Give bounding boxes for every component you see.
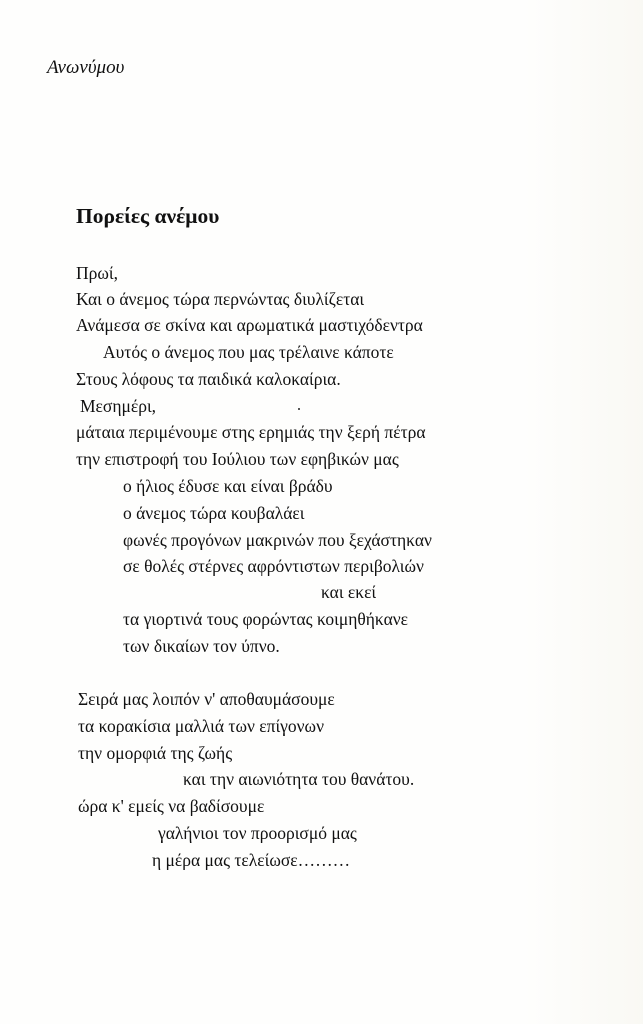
- poem-line: Αυτός ο άνεμος που μας τρέλαινε κάποτε: [103, 342, 394, 362]
- poem-line: των δικαίων τον ύπνο.: [123, 636, 280, 656]
- poem-line: γαλήνιοι τον προορισμό μας: [158, 823, 357, 843]
- poem-line: Και ο άνεμος τώρα περνώντας διυλίζεται: [76, 289, 365, 309]
- running-head: Ανωνύμου: [47, 57, 125, 78]
- poem-line: φωνές προγόνων μακρινών που ξεχάστηκαν: [123, 530, 432, 550]
- poem-line: Πρωί,: [76, 263, 118, 283]
- poem-line: Μεσημέρι,: [80, 396, 157, 416]
- poem-line: τα γιορτινά τους φορώντας κοιμηθήκανε: [123, 609, 409, 629]
- poem-line: μάταια περιμένουμε στης ερημιάς την ξερή πέτρα: [76, 422, 426, 442]
- poem-line: την επιστροφή του Ιούλιου των εφηβικών μας: [76, 449, 399, 469]
- poem-line: η μέρα μας τελείωσε………: [152, 850, 351, 870]
- poem-line: και την αιωνιότητα του θανάτου.: [183, 769, 415, 789]
- poem-line: την ομορφιά της ζωής: [78, 743, 233, 763]
- poem-line: ο ήλιος έδυσε και είναι βράδυ: [123, 476, 333, 496]
- poem-line: Στους λόφους τα παιδικά καλοκαίρια.: [76, 369, 341, 389]
- poem-line: ο άνεμος τώρα κουβαλάει: [123, 503, 305, 523]
- stray-dot: [298, 408, 300, 410]
- poem-line: ώρα κ' εμείς να βαδίσουμε: [78, 796, 265, 816]
- poem-line: σε θολές στέρνες αφρόντιστων περιβολιών: [123, 556, 424, 576]
- poem-line: Ανάμεσα σε σκίνα και αρωματικά μαστιχόδεντρα: [76, 315, 423, 335]
- poem-line: τα κορακίσια μαλλιά των επίγονων: [78, 716, 324, 736]
- poem-line: και εκεί: [321, 582, 377, 602]
- poem-title: Πορείες ανέμου: [76, 204, 220, 228]
- poem-line: Σειρά μας λοιπόν ν' αποθαυμάσουμε: [78, 689, 335, 709]
